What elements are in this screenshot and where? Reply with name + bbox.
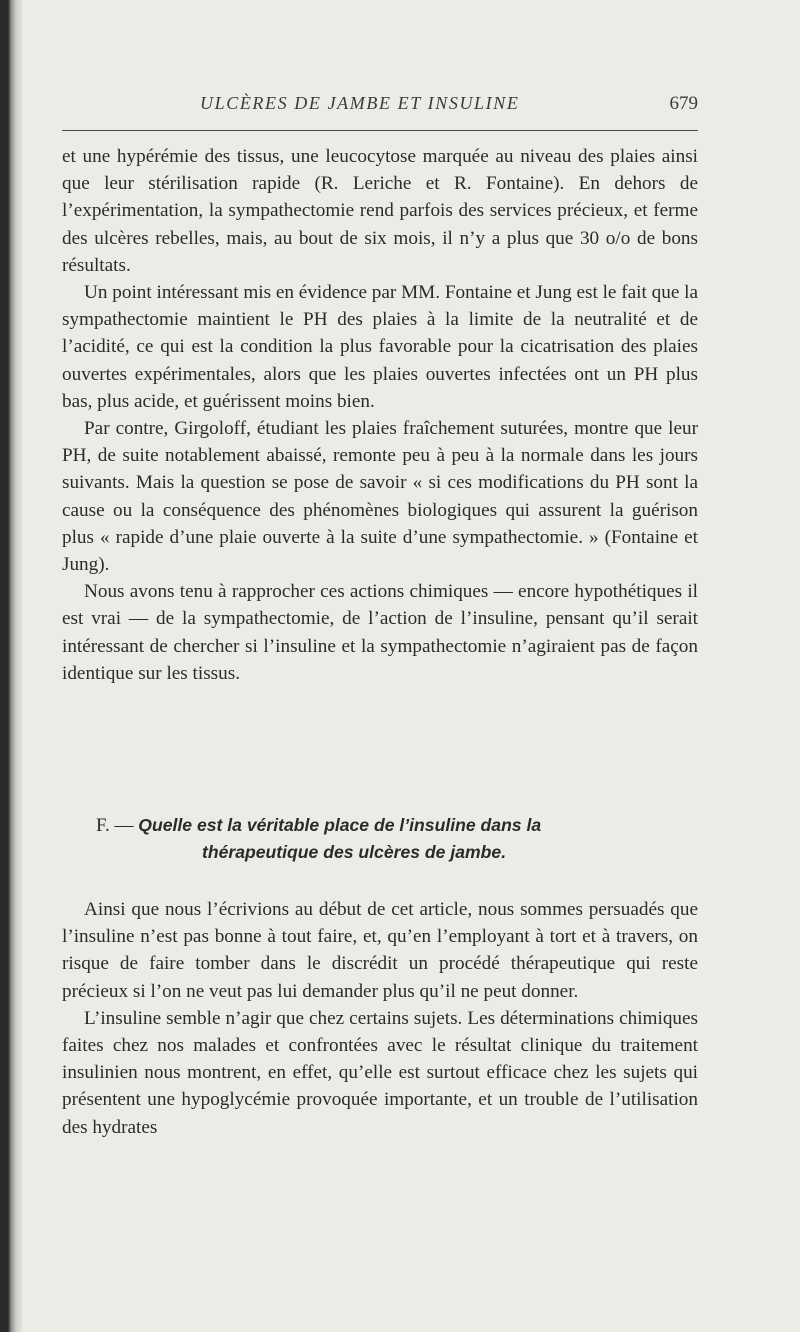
text-block-bottom	[62, 896, 698, 1141]
paragraph: L’insuline semble n’agir que chez certains sujets. Les déterminations chimiques faites chez nos malades et confrontées avec le résultat clinique du traitement insulinien nous montrent, en effet, qu’elle est surtout efficace chez les sujets qui présentent une hypoglycémie provoquée importante, et un trouble de l’utilisation des hydrates	[62, 1007, 698, 1138]
paragraph: Un point intéressant mis en évidence par MM. Fontaine et Jung est le fait que la sympathectomie maintient le PH des plaies à la limite de la neutralité et de l’acidité, ce qui est la condition la plus favorable pour la cicatrisation des plaies ouvertes expérimentales, alors que les plaies ouvertes infectées ont un PH plus bas, plus acide, et guérissent moins bien.	[62, 282, 698, 412]
paragraph: Ainsi que nous l’écrivions au début de cet article, nous sommes persuadés que l’insuline n’est pas bonne à tout faire, et, qu’en l’employant à tort et à travers, on risque de faire tomber dans le discrédit un procédé thérapeutique qui reste précieux si l’on ne veut pas lui demander plus qu’il ne peut donner.	[62, 899, 698, 1002]
book-binding-shadow	[0, 0, 22, 1332]
running-head	[62, 93, 698, 117]
section-heading	[62, 812, 698, 866]
page-number: 679	[669, 93, 698, 114]
section-title-part: thérapeutique des ulcères de jambe.	[202, 842, 507, 862]
header-rule	[62, 130, 698, 131]
paragraph: Nous avons tenu à rapprocher ces actions chimiques — encore hypothétiques il est vrai — de la sympathectomie, de l’action de l’insuline, pensant qu’il serait intéressant de chercher si l’insuline et la sympathectomie n’agiraient pas de façon identique sur les tissus.	[62, 581, 698, 684]
paragraph: Par contre, Girgoloff, étudiant les plaies fraîchement suturées, montre que leur PH, de suite notablement abaissé, remonte peu à peu à la normale dans les jours suivants. Mais la question se pose de savoir « si ces modifications du PH sont la cause ou la conséquence des phénomènes biologiques qui assurent la guérison plus « rapide d’une plaie ouverte à la suite d’une sympathectomie. » (Fontaine et Jung).	[62, 418, 698, 576]
text-block-top	[62, 143, 698, 687]
section-title-part: Quelle est la véritable place de l’insuline dans la	[138, 815, 542, 835]
running-title: ULCÈRES DE JAMBE ET INSULINE	[200, 93, 520, 113]
section-heading-line	[62, 812, 698, 839]
section-letter: F. —	[96, 815, 139, 836]
paragraph: et une hypérémie des tissus, une leucocytose marquée au niveau des plaies ainsi que leur stérilisation rapide (R. Leriche et R. Fontaine). En dehors de l’expérimentation, la sympathectomie rend parfois des services précieux, et ferme des ulcères rebelles, mais, au bout de six mois, il n’y a plus que 30 o/o de bons résultats.	[62, 146, 698, 276]
